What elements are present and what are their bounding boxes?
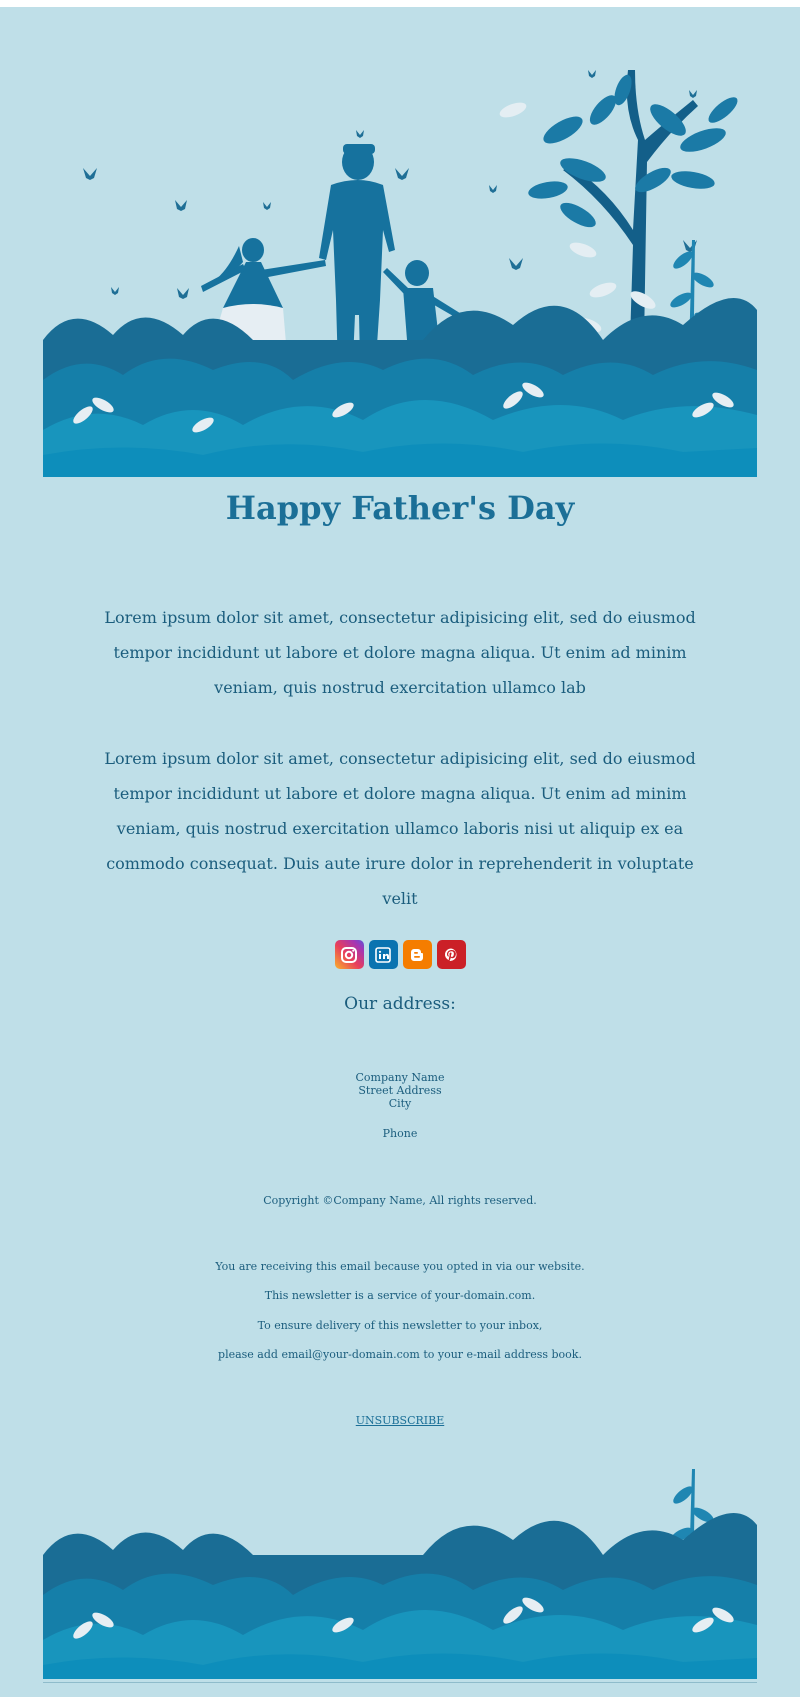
company-name: Company Name [355, 1071, 445, 1084]
ground-hills [43, 298, 757, 477]
blogger-icon[interactable] [403, 940, 432, 969]
addressbook-notice: please add email@your-domain.com to your e-mail address book. [218, 1348, 582, 1361]
pinterest-icon[interactable] [437, 940, 466, 969]
intro-paragraph: Lorem ipsum dolor sit amet, consectetur adipisicing elit, sed do eiusmod tempor incididunt ut labore et dolore magna aliqua. Ut enim ad minim veniam, quis nostrud exercitation ullamco lab [104, 608, 696, 697]
city: City [388, 1097, 412, 1110]
copyright: Copyright ©Company Name, All rights reserved. [263, 1194, 537, 1207]
street-address: Street Address [358, 1084, 442, 1097]
phone: Phone [382, 1127, 418, 1140]
social-links [0, 940, 800, 969]
service-notice: This newsletter is a service of your-domain.com. [264, 1289, 536, 1302]
divider [43, 1682, 757, 1683]
instagram-icon[interactable] [335, 940, 364, 969]
email-body [0, 7, 800, 1697]
delivery-notice: To ensure delivery of this newsletter to your inbox, [257, 1319, 543, 1332]
optin-notice: You are receiving this email because you opted in via our website. [215, 1260, 585, 1273]
footer-illustration [43, 1465, 757, 1679]
hero-illustration [43, 50, 757, 477]
email-title: Happy Father's Day [225, 489, 575, 527]
linkedin-icon[interactable] [369, 940, 398, 969]
address-heading: Our address: [344, 994, 456, 1014]
unsubscribe-link[interactable]: UNSUBSCRIBE [355, 1414, 445, 1427]
body-paragraph: Lorem ipsum dolor sit amet, consectetur adipisicing elit, sed do eiusmod tempor incididunt ut labore et dolore magna aliqua. Ut enim ad minim veniam, quis nostrud exercitation ullamco laboris nisi ut aliquip ex ea commodo consequat. Duis aute irure dolor in reprehenderit in voluptate velit [104, 749, 696, 908]
